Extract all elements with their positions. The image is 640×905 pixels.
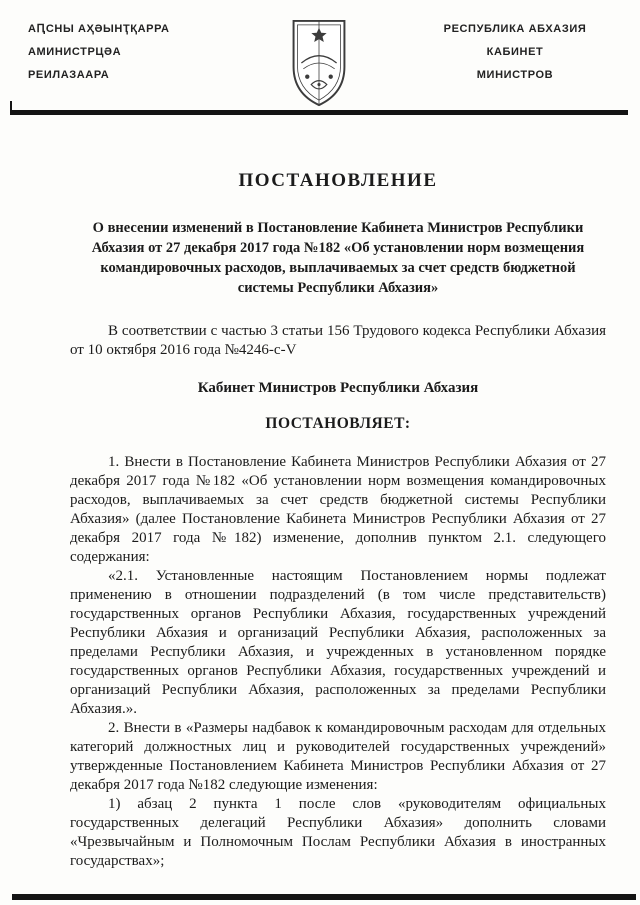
letterhead (0, 0, 640, 110)
body-paragraph-1: 1. Внести в Постановление Кабинета Министров Республики Абхазия от 27 декабря 2017 года №182 «Об установлении норм возмещения командировочных расходов, выплачиваемых за счет средств бюджетной системы Республики Абхазия» (далее Постановление Кабинета Министров Республики Абхазия от 27 декабря 2017 года №182) изменение, дополнив пунктом 2.1. следующего содержания: (70, 454, 606, 565)
letterhead-russian-line-1: РЕСПУБЛИКА АБХАЗИЯ (443, 23, 587, 35)
header-divider (10, 110, 628, 115)
letterhead-russian-line-2: КАБИНЕТ (486, 46, 544, 59)
letterhead-abkhaz-line-2: АМИНИСТРЦӘА (28, 46, 122, 59)
letterhead-russian-line-3: МИНИСТРОВ (476, 69, 554, 82)
footer-divider (12, 894, 636, 900)
body-paragraph-3: 2. Внести в «Размеры надбавок к командировочным расходам для отдельных категорий должностных лиц и руководителей государственных учреждений» утвержденные Постановлением Кабинета Министров Республики Абхазия от 27 декабря 2017 года №182 следующие изменения: (70, 720, 606, 793)
resolves-line: ПОСТАНОВЛЯЕТ: (265, 415, 411, 432)
document-subtitle: О внесении изменений в Постановление Кабинета Министров Республики Абхазия от 27 декабря 2017 года №182 «Об установлении норм возмещения командировочных расходов, выплачиваемых за счет средств бюджетной системы Республики Абхазия» (91, 220, 585, 296)
letterhead-abkhaz-line-3: РЕИЛАЗААРА (28, 69, 110, 82)
letterhead-russian (420, 18, 610, 87)
letterhead-abkhaz (28, 18, 218, 87)
body-paragraph-4: 1) абзац 2 пункта 1 после слов «руководителям официальных государственных делегаций Республики Абхазия» дополнить словами «Чрезвычайным и Полномочным Послам Республики Абхазия в иностранных государствах»; (70, 796, 606, 869)
coat-of-arms-icon (288, 18, 350, 108)
letterhead-abkhaz-line-1: АԤСНЫ АҲӘЫНҬҚАРРА (28, 23, 170, 35)
body-paragraph-2: «2.1. Установленные настоящим Постановлением нормы подлежат применению в отношении подразделений (в том числе представительств) государственных органов Республики Абхазия, государственных учреждений Республики Абхазия и организаций Республики Абхазия, расположенных за пределами Республики Абхазия, и учрежденных в установленном порядке государственных органов Республики Абхазия, государственных учреждений и организаций Республики Абхазия, расположенных за пределами Республики Абхазия.». (70, 568, 606, 717)
preamble-paragraph: В соответствии с частью 3 статьи 156 Трудового кодекса Республики Абхазия от 10 октября 2016 года №4246-с-V (70, 323, 606, 358)
document-title: ПОСТАНОВЛЕНИЕ (238, 170, 438, 191)
document-body (0, 110, 640, 871)
authority-line: Кабинет Министров Республики Абхазия (197, 380, 479, 396)
